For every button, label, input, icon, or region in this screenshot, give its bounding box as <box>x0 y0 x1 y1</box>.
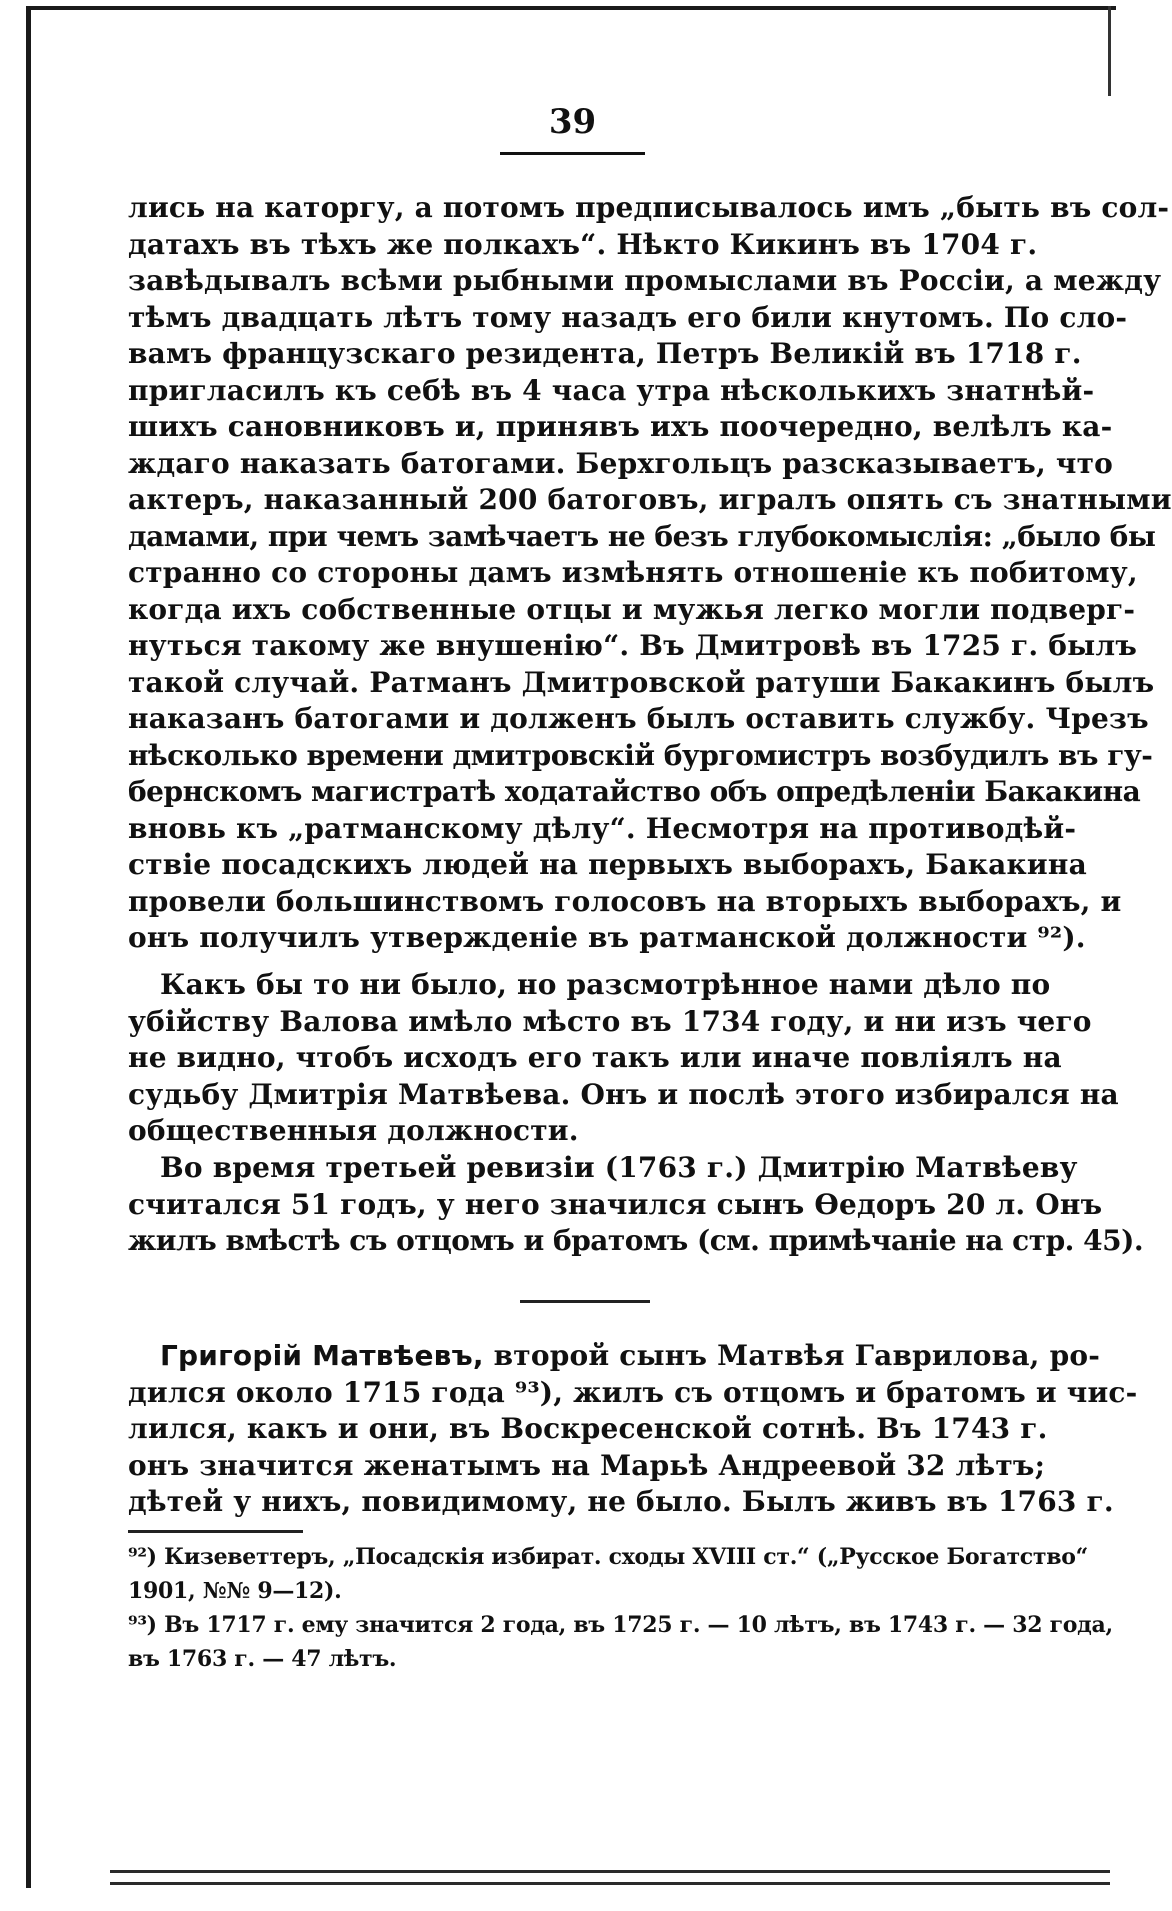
text-line: дамами, при чемъ замѣчаетъ не безъ глубокомыслія: „было бы <box>128 519 1156 553</box>
footnotes <box>128 1540 1113 1676</box>
text-line: завѣдывалъ всѣми рыбными промыслами въ Россіи, а между <box>128 264 1162 297</box>
text-line: ствіе посадскихъ людей на первыхъ выборахъ, Бакакина <box>128 848 1087 881</box>
text-line: убійству Валова имѣло мѣсто въ 1734 году, и ни изъ чего <box>128 1004 1092 1038</box>
person-name-heading: Григорій Матвѣевъ, <box>160 1339 484 1372</box>
text-line: нуться такому же внушенію“. Въ Дмитровѣ въ 1725 г. былъ <box>128 629 1138 662</box>
page-left-border <box>26 8 31 1888</box>
footnote-92: ⁹²) Кизеветтеръ, „Посадскія избират. сходы XVIII ст.“ („Русское Богатство“ <box>128 1544 1088 1570</box>
paragraph-1 <box>128 190 1172 957</box>
page-bottom-rule-lower <box>110 1882 1110 1885</box>
text-line: такой случай. Ратманъ Дмитровской ратуши Бакакинъ былъ <box>128 665 1155 699</box>
text-line: когда ихъ собственные отцы и мужья легко могли подверг- <box>128 592 1136 626</box>
text-line: считался 51 годъ, у него значился сынъ Ѳедоръ 20 л. Онъ <box>128 1187 1103 1221</box>
text-line: общественныя должности. <box>128 1114 579 1147</box>
text-line: дѣтей у нихъ, повидимому, не было. Былъ живъ въ 1763 г. <box>128 1485 1114 1518</box>
text-line: странно со стороны дамъ измѣнять отношеніе къ побитому, <box>128 556 1138 589</box>
text-line: шихъ сановниковъ и, принявъ ихъ поочередно, велѣлъ ка- <box>128 410 1113 443</box>
text-line: лился, какъ и они, въ Воскресенской сотнѣ. Въ 1743 г. <box>128 1412 1048 1445</box>
text-line: тѣмъ двадцать лѣтъ тому назадъ его били кнутомъ. По сло- <box>128 300 1128 334</box>
footnote-92-continued: 1901, №№ 9—12). <box>128 1578 342 1604</box>
page-number-underline <box>500 152 645 155</box>
text-line: пригласилъ къ себѣ въ 4 часа утра нѣсколькихъ знатнѣй- <box>128 373 1095 407</box>
text-line: провели большинствомъ голосовъ на вторыхъ выборахъ, и <box>128 884 1122 918</box>
page-top-border <box>26 6 1116 10</box>
text-line: судьбу Дмитрія Матвѣева. Онъ и послѣ этого избирался на <box>128 1077 1119 1111</box>
text-line: нѣсколько времени дмитровскій бургомистръ возбудилъ въ гу- <box>128 738 1153 772</box>
section-grigory <box>128 1338 1138 1521</box>
text-line: Во время третьей ревизіи (1763 г.) Дмитрію Матвѣеву <box>160 1151 1078 1184</box>
page-number: 39 <box>548 102 597 142</box>
text-line: жилъ вмѣстѣ съ отцомъ и братомъ (см. примѣчаніе на стр. 45). <box>128 1224 1144 1257</box>
text-line: вновь къ „ратманскому дѣлу“. Несмотря на противодѣй- <box>128 811 1077 845</box>
text-line: не видно, чтобъ исходъ его такъ или иначе повліялъ на <box>128 1041 1062 1074</box>
text-line: лись на каторгу, а потомъ предписывалось имъ „быть въ сол- <box>128 191 1170 224</box>
text-line: Какъ бы то ни было, но разсмотрѣнное нами дѣло по <box>160 968 1051 1001</box>
text-line: вамъ французскаго резидента, Петръ Великій въ 1718 г. <box>128 337 1082 370</box>
text-line: дился около 1715 года ⁹³), жилъ съ отцомъ и братомъ и чис- <box>128 1375 1138 1409</box>
footnote-93-continued: въ 1763 г. — 47 лѣтъ. <box>128 1646 397 1672</box>
section-first-line <box>128 1338 1101 1375</box>
section-first-line-rest: второй сынъ Матвѣя Гаврилова, ро- <box>483 1339 1101 1372</box>
text-line: онъ значится женатымъ на Марьѣ Андреевой 32 лѣтъ; <box>128 1448 1046 1482</box>
section-divider <box>520 1300 650 1303</box>
page-right-border <box>1108 6 1111 96</box>
page-bottom-rule <box>110 1870 1110 1873</box>
text-line: наказанъ батогами и долженъ былъ оставить службу. Чрезъ <box>128 702 1149 735</box>
text-line: бернскомъ магистратѣ ходатайство объ опредѣленіи Бакакина <box>128 775 1141 808</box>
text-line: датахъ въ тѣхъ же полкахъ“. Нѣкто Кикинъ въ 1704 г. <box>128 227 1038 261</box>
paragraph-3 <box>128 1150 1144 1260</box>
text-line: актеръ, наказанный 200 батоговъ, игралъ опять съ знатными <box>128 483 1172 516</box>
paragraph-2 <box>128 967 1119 1150</box>
footnote-93: ⁹³) Въ 1717 г. ему значится 2 года, въ 1725 г. — 10 лѣтъ, въ 1743 г. — 32 года, <box>128 1612 1113 1638</box>
text-line: ждаго наказать батогами. Берхгольцъ разсказываетъ, что <box>128 446 1114 480</box>
footnote-rule <box>128 1530 303 1533</box>
text-line: онъ получилъ утвержденіе въ ратманской должности ⁹²). <box>128 921 1086 954</box>
